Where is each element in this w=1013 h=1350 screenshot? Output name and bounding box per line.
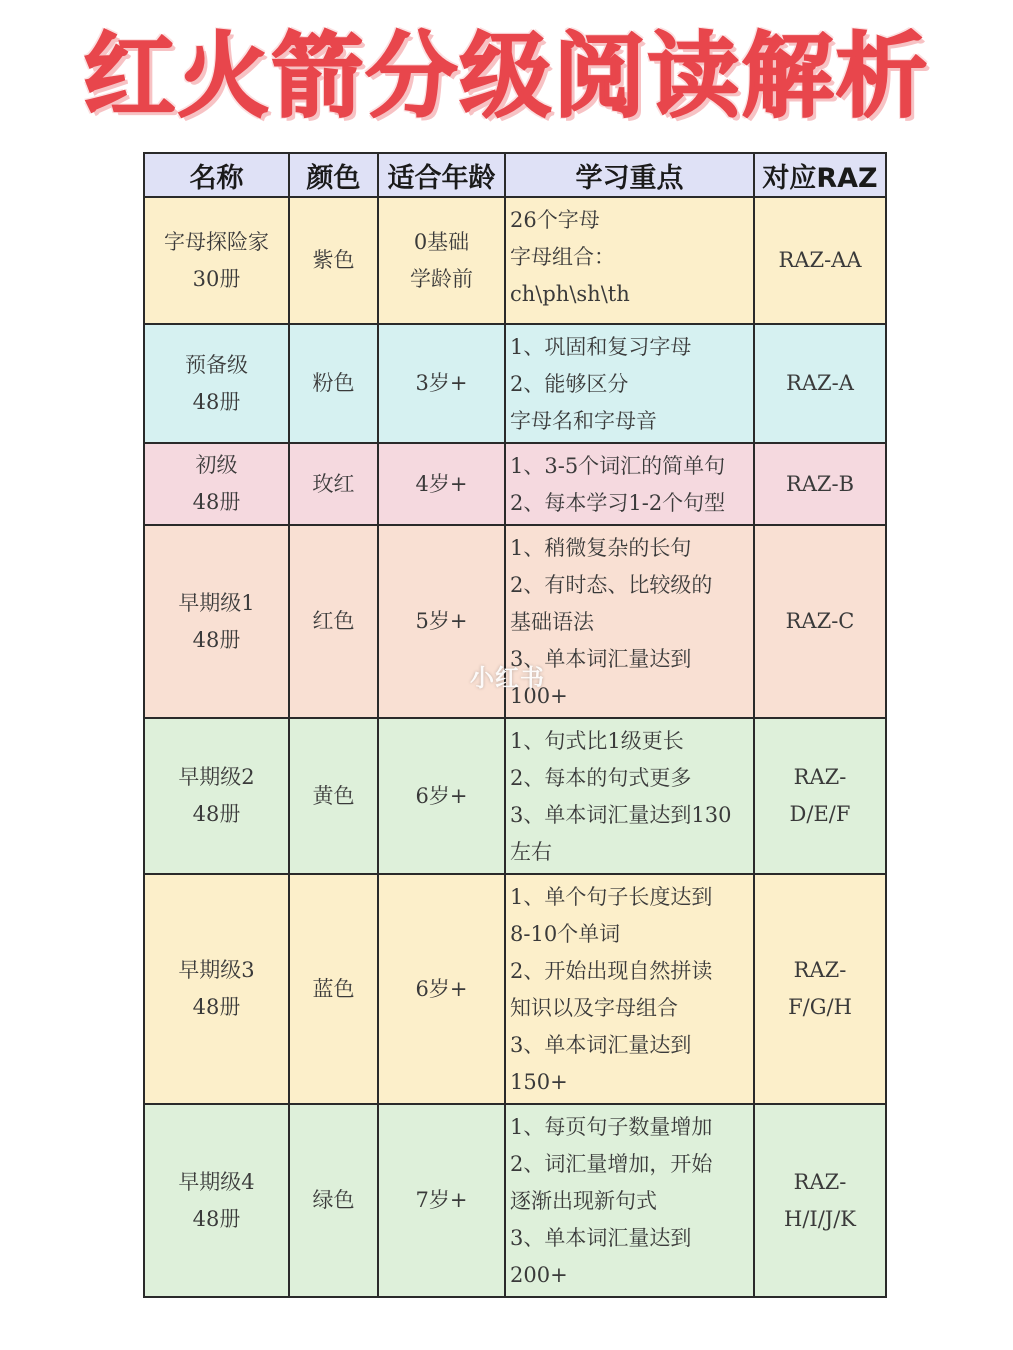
cell-color: 玫红 xyxy=(289,443,378,525)
age-text: 学龄前 xyxy=(410,266,473,291)
cell-focus xyxy=(505,874,754,1104)
focus-line: 200+ xyxy=(510,1263,568,1287)
focus-line: 基础语法 xyxy=(510,610,594,634)
age-text: 0基础 xyxy=(413,229,470,254)
focus-line: 1、句式比1级更长 xyxy=(510,729,684,753)
focus-line: 2、能够区分 xyxy=(510,372,629,396)
cell-age xyxy=(378,324,505,443)
name-text: 早期级1 xyxy=(178,590,255,615)
raz-text: RAZ-B xyxy=(785,471,855,496)
focus-line: 3、单本词汇量达到 xyxy=(510,1226,692,1250)
watermark: 小红书 xyxy=(470,664,545,692)
focus-line: 8-10个单词 xyxy=(510,922,621,946)
focus-line: 3、单本词汇量达到 xyxy=(510,647,692,671)
age-text: 7岁+ xyxy=(415,1188,468,1212)
focus-line: 100+ xyxy=(510,684,568,708)
volume-count: 48册 xyxy=(192,1206,241,1231)
cell-name xyxy=(144,874,289,1104)
raz-text: RAZ- xyxy=(793,958,847,982)
raz-text: RAZ-C xyxy=(785,609,855,633)
cell-name xyxy=(144,718,289,874)
focus-line: 逐渐出现新句式 xyxy=(510,1189,657,1213)
header-name: 名称 xyxy=(144,153,289,197)
cell-name xyxy=(144,525,289,718)
cell-raz xyxy=(754,718,886,874)
focus-line: 2、每本的句式更多 xyxy=(510,766,692,790)
focus-line: 150+ xyxy=(510,1070,568,1094)
cell-focus xyxy=(505,443,754,525)
cell-name xyxy=(144,324,289,443)
cell-name xyxy=(144,197,289,324)
name-text: 字母探险家 xyxy=(164,229,269,254)
raz-text: RAZ- xyxy=(793,765,847,789)
cell-age xyxy=(378,718,505,874)
volume-count: 48册 xyxy=(192,389,241,414)
grading-table xyxy=(143,152,887,1298)
header-raz: 对应RAZ xyxy=(754,153,886,197)
focus-line: 2、每本学习1-2个句型 xyxy=(510,491,726,515)
name-text: 初级 xyxy=(195,453,238,477)
cell-color: 紫色 xyxy=(289,197,378,324)
focus-line: 知识以及字母组合 xyxy=(510,996,678,1020)
cell-color: 黄色 xyxy=(289,718,378,874)
focus-line: 1、稍微复杂的长句 xyxy=(510,536,692,560)
raz-text: D/E/F xyxy=(789,802,851,826)
cell-raz xyxy=(754,525,886,718)
raz-text: H/I/J/K xyxy=(784,1206,856,1231)
page-title: 红火箭分级阅读解析 xyxy=(83,23,930,130)
focus-line: 1、每页句子数量增加 xyxy=(510,1115,713,1139)
age-text: 3岁+ xyxy=(415,371,468,395)
table-row xyxy=(144,874,886,1104)
cell-raz xyxy=(754,443,886,525)
raz-text: RAZ-A xyxy=(786,371,854,395)
volume-count: 30册 xyxy=(192,266,241,291)
focus-line: 26个字母 xyxy=(510,208,600,232)
cell-raz xyxy=(754,197,886,324)
table-row xyxy=(144,197,886,324)
focus-line: 字母名和字母音 xyxy=(510,409,657,433)
focus-line: 2、开始出现自然拼读 xyxy=(510,959,713,983)
cell-age xyxy=(378,874,505,1104)
volume-count: 48册 xyxy=(192,995,241,1019)
cell-focus xyxy=(505,718,754,874)
cell-age xyxy=(378,197,505,324)
cell-focus xyxy=(505,197,754,324)
cell-age xyxy=(378,1104,505,1297)
header-focus: 学习重点 xyxy=(505,153,754,197)
name-text: 早期级3 xyxy=(178,958,255,982)
raz-text: RAZ-AA xyxy=(778,248,862,272)
age-text: 6岁+ xyxy=(415,976,468,1001)
raz-text: RAZ- xyxy=(793,1169,847,1194)
raz-text: F/G/H xyxy=(788,995,852,1019)
name-text: 预备级 xyxy=(185,352,248,377)
age-text: 4岁+ xyxy=(415,471,468,496)
table-header-row xyxy=(144,153,886,197)
table-row xyxy=(144,324,886,443)
table-row xyxy=(144,443,886,525)
cell-color: 蓝色 xyxy=(289,874,378,1104)
focus-line: 字母组合： xyxy=(510,245,615,269)
table-row xyxy=(144,718,886,874)
cell-raz xyxy=(754,324,886,443)
name-text: 早期级2 xyxy=(178,765,255,789)
age-text: 6岁+ xyxy=(415,783,468,808)
cell-color: 红色 xyxy=(289,525,378,718)
volume-count: 48册 xyxy=(192,490,241,514)
focus-line: 1、巩固和复习字母 xyxy=(510,335,692,359)
focus-line: ch\ph\sh\th xyxy=(510,282,630,306)
volume-count: 48册 xyxy=(192,802,241,826)
cell-raz xyxy=(754,874,886,1104)
focus-line: 2、词汇量增加，开始 xyxy=(510,1152,713,1176)
age-text: 5岁+ xyxy=(415,609,468,633)
cell-focus xyxy=(505,324,754,443)
table-row xyxy=(144,1104,886,1297)
focus-line: 2、有时态、比较级的 xyxy=(510,573,713,597)
focus-line: 1、单个句子长度达到 xyxy=(510,885,713,909)
header-age: 适合年龄 xyxy=(378,153,505,197)
volume-count: 48册 xyxy=(192,627,241,652)
focus-line: 1、3-5个词汇的简单句 xyxy=(510,454,726,478)
header-color: 颜色 xyxy=(289,153,378,197)
focus-line: 左右 xyxy=(510,840,552,864)
cell-color: 绿色 xyxy=(289,1104,378,1297)
focus-line: 3、单本词汇量达到130 xyxy=(510,803,732,827)
focus-line: 3、单本词汇量达到 xyxy=(510,1033,692,1057)
cell-name xyxy=(144,1104,289,1297)
cell-color: 粉色 xyxy=(289,324,378,443)
cell-name xyxy=(144,443,289,525)
name-text: 早期级4 xyxy=(178,1169,255,1194)
cell-age xyxy=(378,443,505,525)
cell-focus xyxy=(505,1104,754,1297)
cell-raz xyxy=(754,1104,886,1297)
